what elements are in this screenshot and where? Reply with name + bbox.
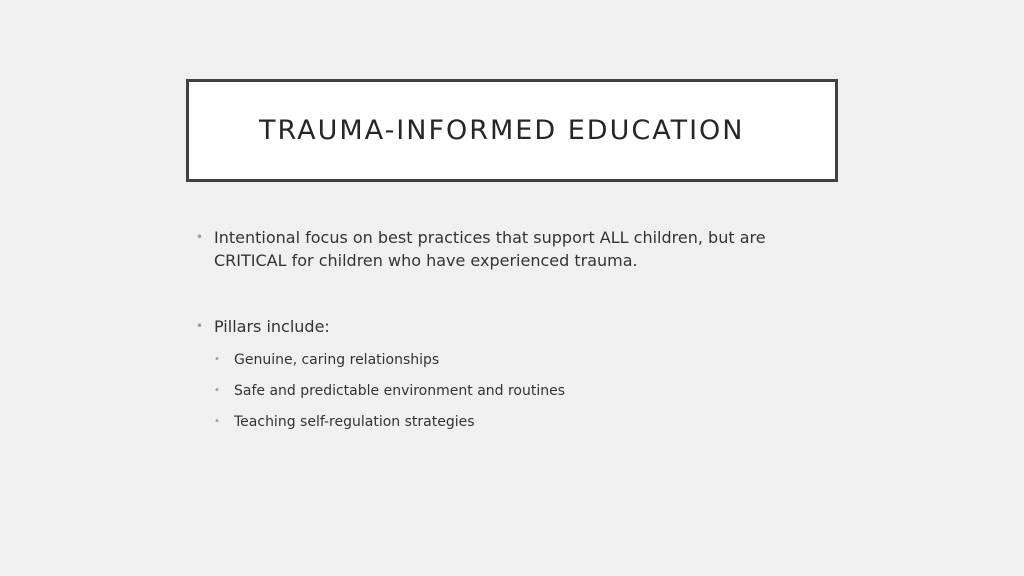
sub-bullet-item <box>214 412 816 432</box>
bullet-item <box>196 226 816 272</box>
sub-bullet-list <box>214 350 816 432</box>
sub-bullet-item <box>214 350 816 370</box>
bullet-dot-icon: • <box>196 230 204 244</box>
sub-bullet-dot-icon: • <box>214 416 220 427</box>
slide-body <box>196 226 816 443</box>
sub-bullet-text: Genuine, caring relationships <box>234 352 440 368</box>
bullet-text: Intentional focus on best practices that support ALL children, but are CRITICAL for children who have experienced trauma. <box>214 228 766 270</box>
sub-bullet-dot-icon: • <box>214 354 220 365</box>
title-box <box>186 79 838 182</box>
sub-bullet-text: Safe and predictable environment and routines <box>234 383 566 399</box>
sub-bullet-item <box>214 381 816 401</box>
bullet-text: Pillars include: <box>214 317 330 336</box>
sub-bullet-text: Teaching self-regulation strategies <box>234 414 475 430</box>
sub-bullet-dot-icon: • <box>214 385 220 396</box>
bullet-item <box>196 315 816 338</box>
slide-title: TRAUMA-INFORMED EDUCATION <box>259 115 745 146</box>
bullet-dot-icon: • <box>196 319 204 333</box>
